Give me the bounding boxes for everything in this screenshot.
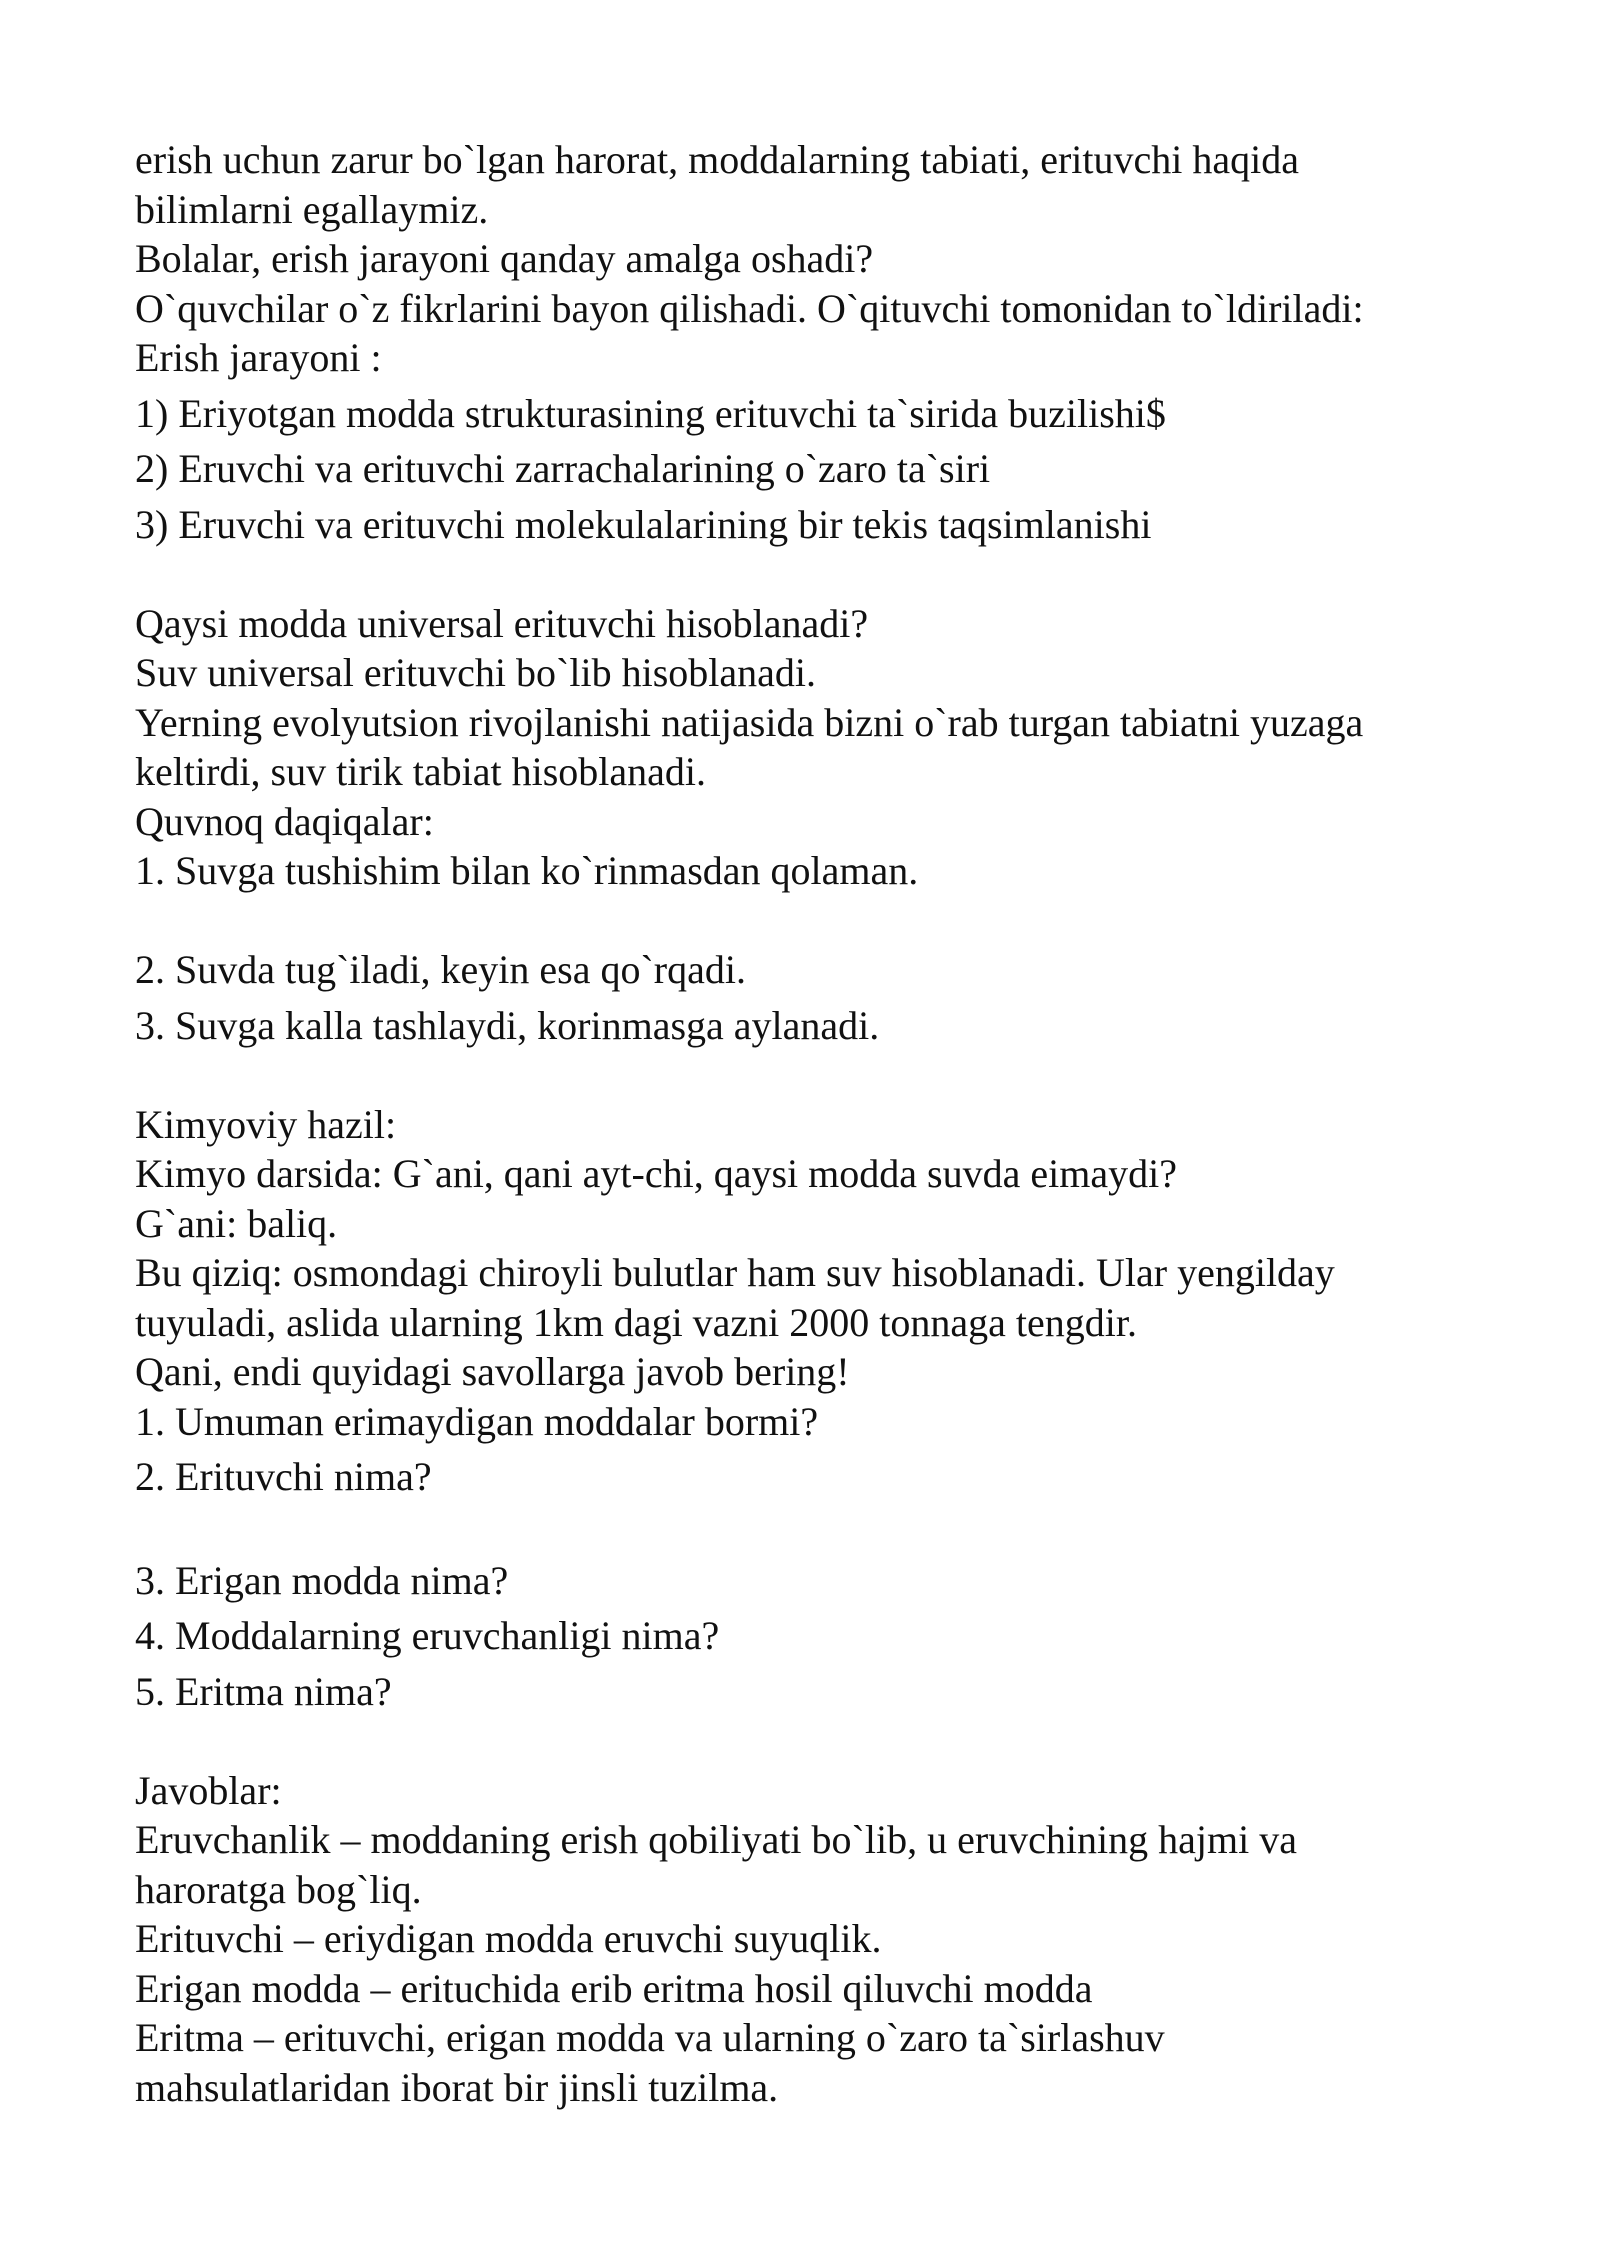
text-line: O`quvchilar o`z fikrlarini bayon qilishadi. O`qituvchi tomonidan to`ldiriladi: [135,285,1364,331]
questions-list [135,1556,1495,1717]
fun-items-list [135,945,1495,1050]
text-line: Eruvchanlik – moddaning erish qobiliyati bo`lib, u eruvchining hajmi va [135,1817,1297,1862]
universal-solvent-section [135,599,1495,896]
paragraph-gap [135,549,1495,599]
section-heading: Javoblar: [135,1767,282,1813]
text-line: tuyuladi, aslida ularning 1km dagi vazni 2000 tonnaga tengdir. [135,1299,1138,1345]
list-item: 3. Suvga kalla tashlaydi, korinmasga aylanadi. [135,1002,880,1048]
intro-section [135,135,1495,383]
text-line: Suv universal erituvchi bo`lib hisoblanadi. [135,650,816,695]
list-item: 1. Umuman erimaydigan moddalar bormi? [135,1398,819,1444]
text-line: Kimyo darsida: G`ani, qani ayt-chi, qaysi modda suvda eimaydi? [135,1151,1177,1196]
text-line: Bu qiziq: osmondagi chiroyli bulutlar ham suv hisoblanadi. Ular yengilday [135,1250,1335,1295]
list-item: 3) Eruvchi va erituvchi molekulalarining bir tekis taqsimlanishi [135,501,1152,547]
list-item: 2) Eruvchi va erituvchi zarrachalarining o`zaro ta`siri [135,446,991,491]
list-item: 1. Suvga tushishim bilan ko`rinmasdan qolaman. [135,848,919,893]
question-line: Qaysi modda universal erituvchi hisoblanadi? [135,600,869,646]
document-page [135,135,1495,2112]
text-line: Erituvchi – eriydigan modda eruvchi suyuqlik. [135,1916,882,1961]
text-line: G`ani: baliq. [135,1200,338,1246]
list-item: 2. Suvda tug`iladi, keyin esa qo`rqadi. [135,947,746,992]
paragraph-gap [135,1716,1495,1766]
list-item: 1) Eriyotgan modda strukturasining erituvchi ta`sirida buzilishi$ [135,390,1166,436]
paragraph-gap [135,896,1495,946]
paragraph-gap [135,1050,1495,1100]
chem-joke-section [135,1100,1495,1502]
text-line: Erigan modda – erituchida erib eritma hosil qiluvchi modda [135,1965,1093,2011]
text-line: Eritma – erituvchi, erigan modda va ularning o`zaro ta`sirlashuv [135,2015,1165,2060]
paragraph-gap [135,1502,1495,1556]
list-item: 2. Erituvchi nima? [135,1454,432,1499]
text-line: Yerning evolyutsion rivojlanishi natijasida bizni o`rab turgan tabiatni yuzaga [135,699,1364,745]
answers-section [135,1766,1495,2113]
list-item: 3. Erigan modda nima? [135,1557,509,1603]
text-line: Qani, endi quyidagi savollarga javob bering! [135,1349,850,1394]
text-line: keltirdi, suv tirik tabiat hisoblanadi. [135,749,707,794]
text-line: bilimlarni egallaymiz. [135,186,489,232]
section-heading: Quvnoq daqiqalar: [135,798,434,844]
process-steps-list [135,389,1495,550]
text-line: erish uchun zarur bo`lgan harorat, moddalarning tabiati, erituvchi haqida [135,137,1300,182]
list-item: 4. Moddalarning eruvchanligi nima? [135,1613,720,1658]
section-heading: Erish jarayoni : [135,335,382,380]
question-line: Bolalar, erish jarayoni qanday amalga oshadi? [135,236,874,281]
section-heading: Kimyoviy hazil: [135,1101,397,1147]
list-item: 5. Eritma nima? [135,1668,392,1714]
text-line: mahsulatlaridan iborat bir jinsli tuzilma. [135,2064,779,2110]
text-line: haroratga bog`liq. [135,1866,422,1912]
